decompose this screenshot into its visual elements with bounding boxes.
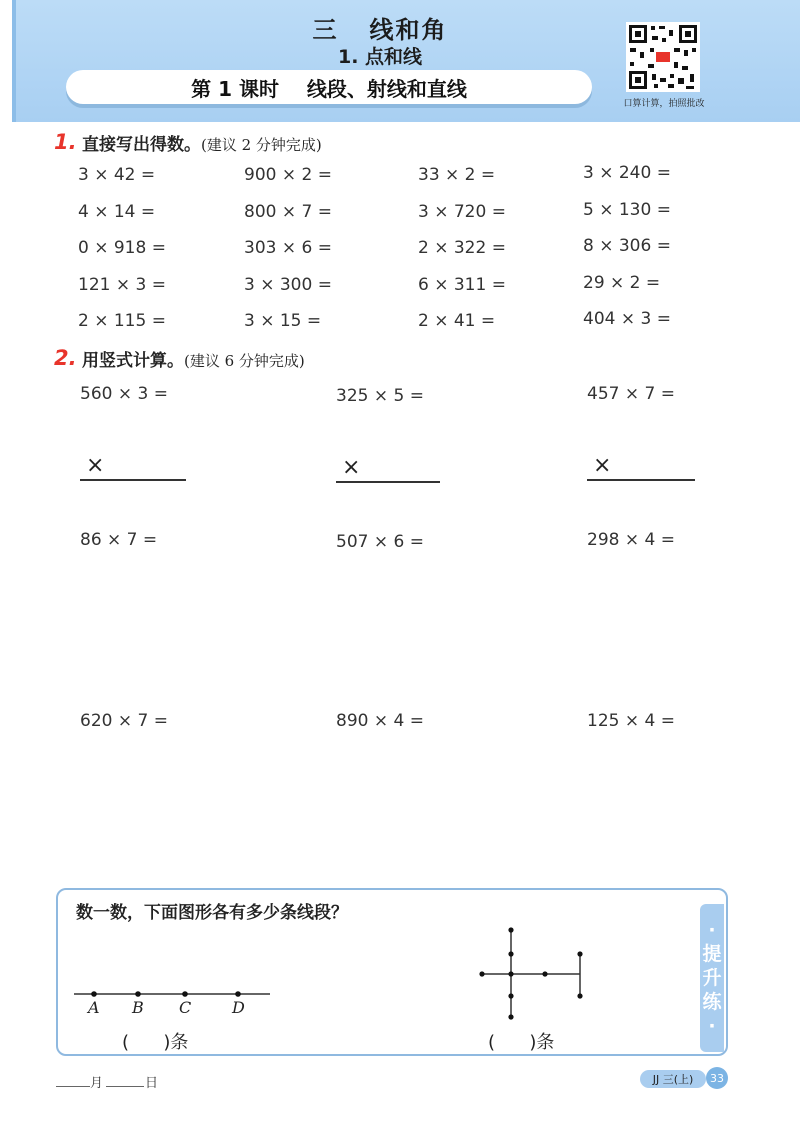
figure-point xyxy=(577,951,582,956)
oral-expr: 2 × 41 = xyxy=(418,311,496,331)
unit-title: 三 线和角 xyxy=(312,16,448,44)
point-d xyxy=(235,991,241,997)
figure-point xyxy=(508,993,513,998)
vertical-expr: 86 × 7 = xyxy=(80,530,158,550)
work-line xyxy=(80,479,186,481)
point-b xyxy=(135,991,141,997)
point-label-c: C xyxy=(179,998,192,1017)
section1-hint: (建议 2 分钟完成) xyxy=(201,136,322,154)
section2-title-text: 用竖式计算。 xyxy=(82,351,184,371)
multiply-sign: × xyxy=(342,455,361,480)
side-tab-char: 提 xyxy=(702,943,722,965)
figure-point xyxy=(508,971,513,976)
oral-expr: 404 × 3 = xyxy=(583,309,671,329)
month-label: 月 xyxy=(90,1076,104,1091)
vertical-expr: 560 × 3 = xyxy=(80,384,168,404)
vertical-expr: 298 × 4 = xyxy=(587,530,675,550)
side-tab-char: · xyxy=(708,919,716,941)
page-number: 33 xyxy=(706,1067,728,1089)
multiply-sign: × xyxy=(86,453,105,478)
vertical-expr: 890 × 4 = xyxy=(336,711,424,731)
oral-expr: 3 × 240 = xyxy=(583,163,671,183)
section2-hint: (建议 6 分钟完成) xyxy=(184,352,305,370)
section1-title xyxy=(82,130,322,155)
oral-expr: 2 × 322 = xyxy=(418,238,506,258)
side-tab-char: · xyxy=(708,1015,716,1037)
oral-expr: 3 × 15 = xyxy=(244,311,322,331)
figure-point xyxy=(542,971,547,976)
oral-expr: 121 × 3 = xyxy=(78,275,166,295)
cross-figure xyxy=(476,924,588,1024)
multiply-sign: × xyxy=(593,453,612,478)
side-tab-char: 升 xyxy=(702,967,722,989)
section2-number: 2. xyxy=(54,346,77,370)
vertical-expr: 620 × 7 = xyxy=(80,711,168,731)
figure-point xyxy=(479,971,484,976)
point-label-b: B xyxy=(132,998,144,1017)
grade-badge: JJ 三(上) xyxy=(640,1070,706,1088)
lesson-subtitle: 1. 点和线 xyxy=(337,46,423,68)
oral-expr: 303 × 6 = xyxy=(244,238,332,258)
side-tab-char: 练 xyxy=(702,991,722,1013)
vertical-expr: 507 × 6 = xyxy=(336,532,424,552)
oral-expr: 5 × 130 = xyxy=(583,200,671,220)
point-c xyxy=(182,991,188,997)
point-label-a: A xyxy=(88,998,100,1017)
oral-expr: 8 × 306 = xyxy=(583,236,671,256)
day-blank[interactable] xyxy=(106,1086,144,1087)
vertical-expr: 457 × 7 = xyxy=(587,384,675,404)
section1-title-text: 直接写出得数。 xyxy=(82,135,201,155)
oral-expr: 33 × 2 = xyxy=(418,165,496,185)
month-blank[interactable] xyxy=(56,1086,90,1087)
answer-blank-1[interactable]: ( )条 xyxy=(122,1032,189,1053)
lesson-banner: 第 1 课时 线段、射线和直线 xyxy=(66,70,592,104)
day-label: 日 xyxy=(145,1076,159,1091)
figure-point xyxy=(508,927,513,932)
work-line xyxy=(587,479,695,481)
side-tab xyxy=(700,904,724,1052)
vertical-expr: 325 × 5 = xyxy=(336,386,424,406)
answer-blank-2[interactable]: ( )条 xyxy=(488,1032,555,1053)
extension-title: 数一数，下面图形各有多少条线段？ xyxy=(76,903,348,923)
oral-expr: 900 × 2 = xyxy=(244,165,332,185)
oral-expr: 800 × 7 = xyxy=(244,202,332,222)
qr-caption: 口算计算，拍照批改 xyxy=(623,99,705,109)
vertical-expr: 125 × 4 = xyxy=(587,711,675,731)
point-a xyxy=(91,991,97,997)
figure-point xyxy=(577,993,582,998)
section1-number: 1. xyxy=(54,130,77,154)
oral-expr: 0 × 918 = xyxy=(78,238,166,258)
oral-expr: 3 × 720 = xyxy=(418,202,506,222)
oral-expr: 3 × 300 = xyxy=(244,275,332,295)
oral-expr: 4 × 14 = xyxy=(78,202,156,222)
oral-expr: 6 × 311 = xyxy=(418,275,506,295)
oral-expr: 2 × 115 = xyxy=(78,311,166,331)
qr-code-icon[interactable] xyxy=(626,22,700,92)
work-line xyxy=(336,481,440,483)
point-label-d: D xyxy=(232,998,245,1017)
figure-point xyxy=(508,951,513,956)
oral-expr: 29 × 2 = xyxy=(583,273,661,293)
figure-point xyxy=(508,1014,513,1019)
oral-expr: 3 × 42 = xyxy=(78,165,156,185)
section2-title xyxy=(82,346,305,371)
